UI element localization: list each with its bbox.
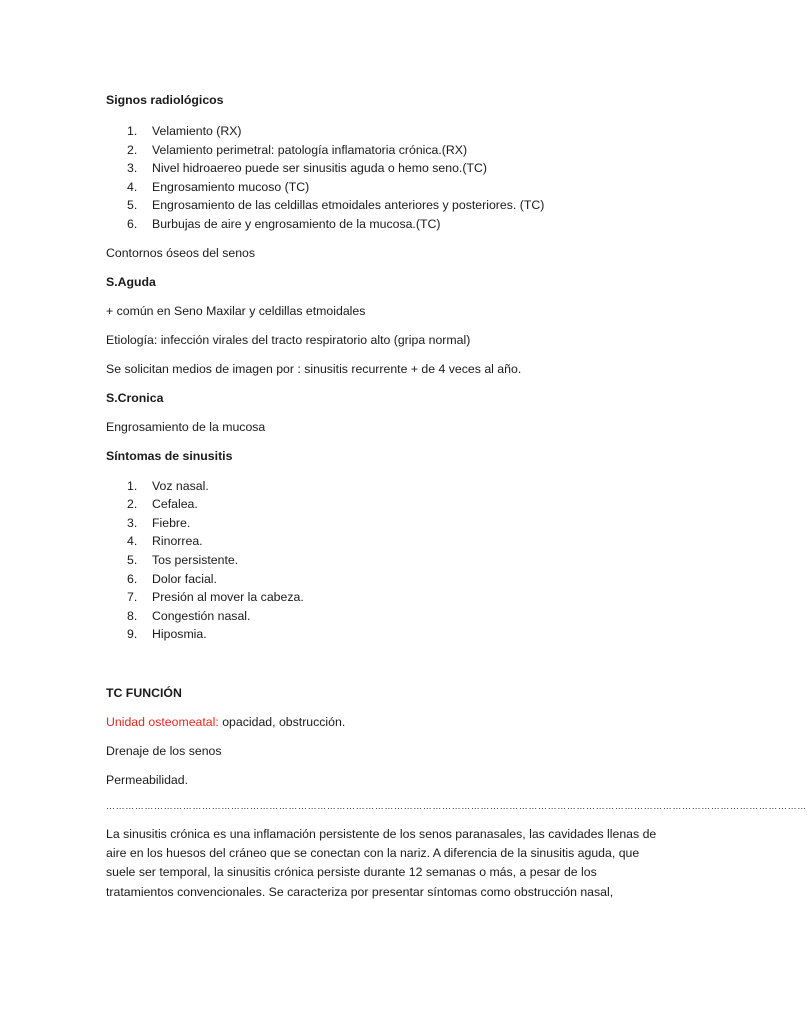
sintomas-list: [106, 477, 666, 644]
list-item: 1. Voz nasal.: [127, 478, 209, 493]
sinusitis-cronica-paragraph: La sinusitis crónica es una inflamación persistente de los senos paranasales, las cavidades llenas de aire en los huesos del cráneo que se conectan con la nariz. A diferencia de la sinusitis aguda, que suele ser temporal, la sinusitis crónica persiste durante 12 semanas o más, a pesar de los tratamientos convencionales. Se caracteriza por presentar síntomas como obstrucción nasal,: [106, 826, 657, 899]
list-item: 3. Fiebre.: [127, 515, 191, 530]
list-item: 8. Congestión nasal.: [127, 608, 251, 623]
section-title-cronica: S.Cronica: [106, 390, 164, 405]
list-item: 4. Engrosamiento mucoso (TC): [127, 179, 310, 194]
list-item: 9. Hiposmia.: [127, 627, 207, 642]
aguda-line-2: Etiología: infección virales del tracto respiratorio alto (gripa normal): [106, 332, 471, 347]
document-page: [106, 92, 807, 902]
list-item: 5. Engrosamiento de las celdillas etmoidales anteriores y posteriores. (TC): [127, 198, 545, 213]
list-item: 2. Velamiento perimetral: patología inflamatoria crónica.(RX): [127, 142, 468, 157]
list-item: 1. Velamiento (RX): [127, 124, 242, 138]
permeabilidad-text: Permeabilidad.: [106, 772, 189, 787]
contornos-text: Contornos óseos del senos: [106, 245, 256, 260]
section-title-sintomas: Síntomas de sinusitis: [106, 448, 233, 463]
list-item: 3. Nivel hidroaereo puede ser sinusitis aguda o hemo seno.(TC): [127, 161, 487, 176]
list-item: 2. Cefalea.: [127, 497, 198, 512]
list-item: 7. Presión al mover la cabeza.: [127, 590, 304, 605]
unidad-osteomeatal-text: opacidad, obstrucción.: [218, 714, 346, 729]
aguda-line-3: Se solicitan medios de imagen por : sinusitis recurrente + de 4 veces al año.: [106, 361, 522, 376]
cronica-line-1: Engrosamiento de la mucosa: [106, 419, 266, 434]
list-item: 6. Burbujas de aire y engrosamiento de la mucosa.(TC): [127, 216, 441, 231]
signos-list: [106, 122, 666, 234]
list-item: 6. Dolor facial.: [127, 571, 217, 586]
unidad-osteomeatal-label: Unidad osteomeatal:: [106, 714, 219, 729]
section-title-aguda: S.Aguda: [106, 274, 156, 289]
aguda-line-1: + común en Seno Maxilar y celdillas etmoidales: [106, 303, 366, 318]
dotted-separator: …………………………………………………………………………………………………………………………………………………………………………………………………: [106, 800, 807, 811]
drenaje-text: Drenaje de los senos: [106, 743, 222, 758]
section-title-signos: Signos radiológicos: [106, 93, 224, 107]
section-title-tc: TC FUNCIÓN: [106, 685, 182, 700]
list-item: 4. Rinorrea.: [127, 534, 203, 549]
list-item: 5. Tos persistente.: [127, 552, 239, 567]
unidad-osteomeatal-line: [106, 714, 666, 730]
